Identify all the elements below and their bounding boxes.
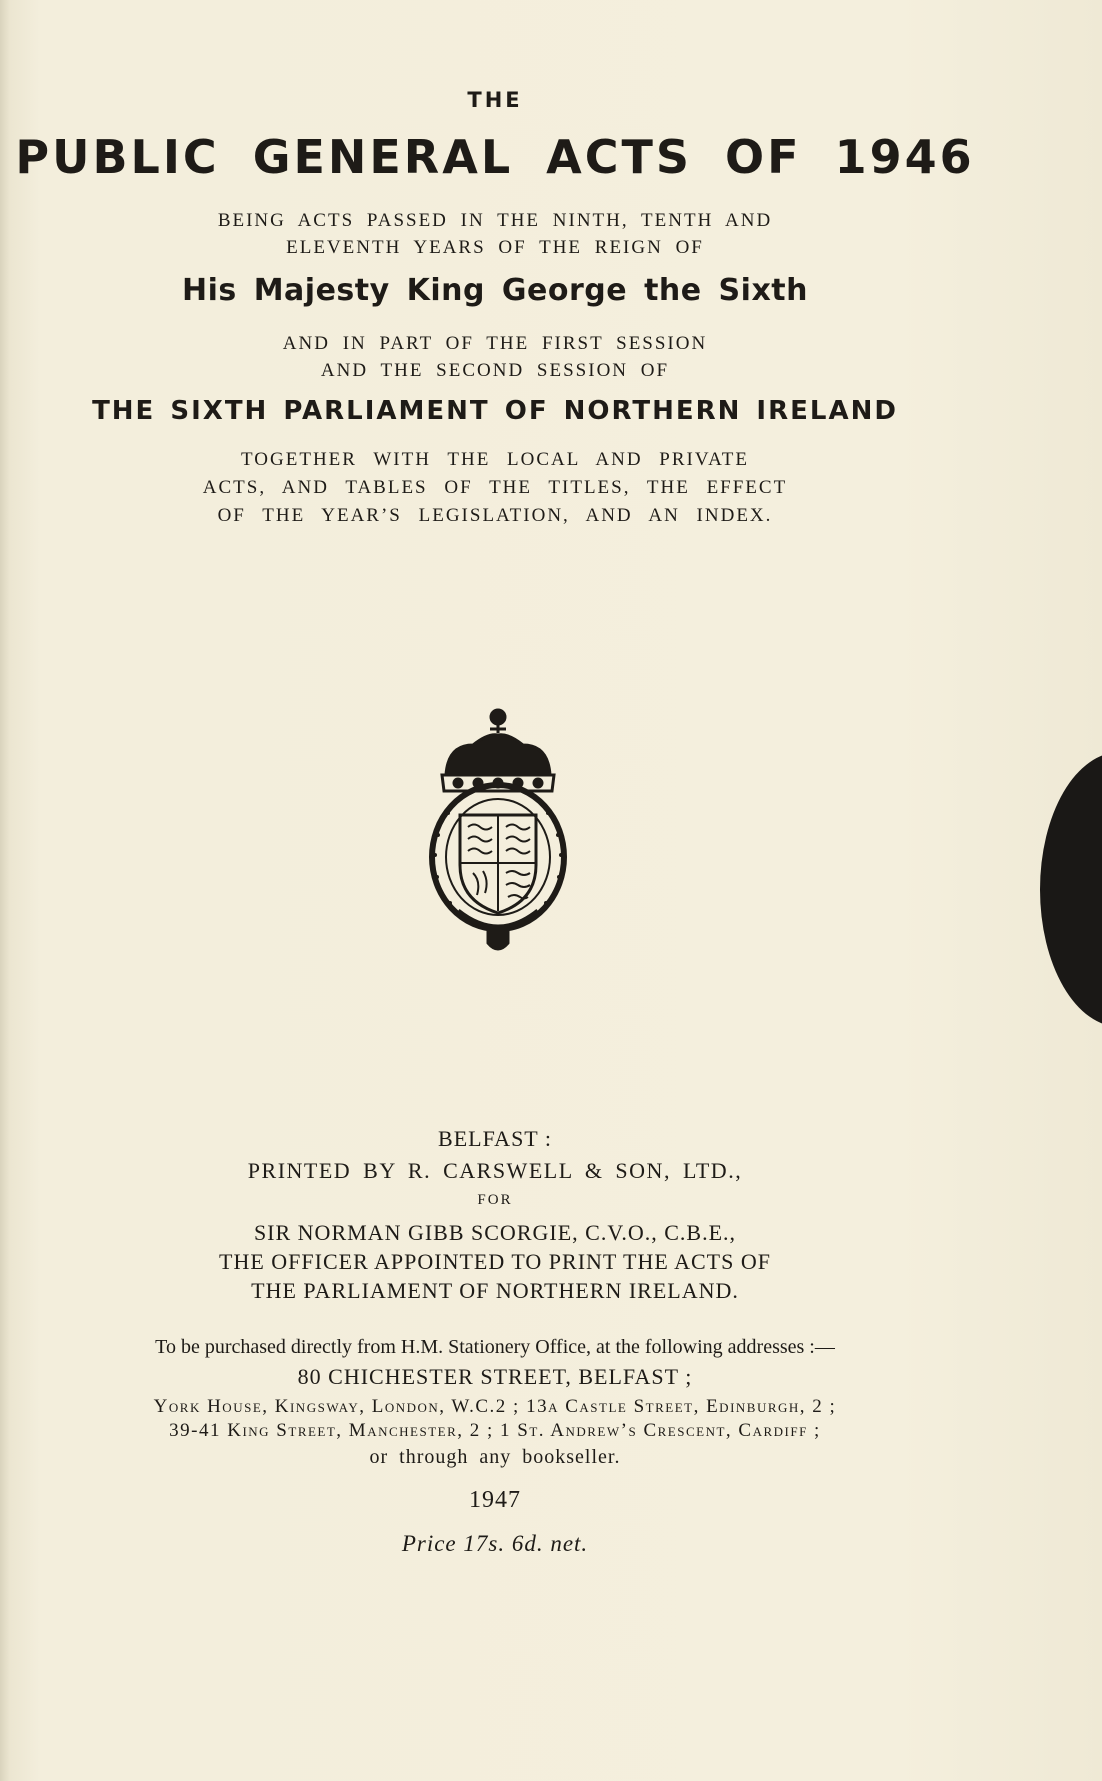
purchase-address-manchester-cardiff: 39-41 King Street, Manchester, 2 ; 1 St. Andrew’s Crescent, Cardiff ;	[169, 1420, 821, 1441]
purchase-addresses	[0, 1395, 990, 1443]
parliament-name: THE SIXTH PARLIAMENT OF NORTHERN IRELAND	[92, 396, 898, 426]
imprint-officer	[0, 1218, 990, 1305]
price: Price 17s. 6d. net.	[401, 1531, 589, 1556]
imprint-officer-name: SIR NORMAN GIBB SCORGIE, C.V.O., C.B.E.,	[253, 1220, 737, 1245]
subtitle-contents	[0, 446, 990, 530]
publication-year: 1947	[469, 1487, 521, 1513]
purchase-info	[0, 1332, 990, 1392]
imprint-officer-role-line-1: THE OFFICER APPOINTED TO PRINT THE ACTS OF	[219, 1249, 771, 1274]
subtitle-reign-line-1: BEING ACTS PASSED IN THE NINTH, TENTH AND	[217, 210, 773, 231]
purchase-bookseller: or through any bookseller.	[369, 1446, 621, 1468]
subtitle-contents-line-2: ACTS, AND TABLES OF THE TITLES, THE EFFECT	[202, 477, 788, 498]
subtitle-session-line-2: AND THE SECOND SESSION OF	[320, 360, 670, 381]
dark-disc-edge	[1040, 752, 1102, 1027]
royal-coat-of-arms-icon	[418, 705, 578, 957]
subtitle-reign	[0, 207, 990, 261]
imprint-officer-role-line-2: THE PARLIAMENT OF NORTHERN IRELAND.	[251, 1278, 739, 1303]
purchase-address-belfast: 80 CHICHESTER STREET, BELFAST ;	[297, 1364, 693, 1389]
subtitle-session-line-1: AND IN PART OF THE FIRST SESSION	[282, 333, 708, 354]
article-the: THE	[467, 88, 523, 112]
subtitle-contents-line-1: TOGETHER WITH THE LOCAL AND PRIVATE	[241, 449, 749, 470]
subtitle-contents-line-3: OF THE YEAR’S LEGISLATION, AND AN INDEX.	[217, 505, 773, 526]
page-title: PUBLIC GENERAL ACTS OF 1946	[15, 130, 975, 184]
king-name: His Majesty King George the Sixth	[182, 273, 808, 308]
subtitle-reign-line-2: ELEVENTH YEARS OF THE REIGN OF	[286, 237, 704, 258]
subtitle-session	[0, 330, 990, 384]
imprint-printer: PRINTED BY R. CARSWELL & SON, LTD.,	[247, 1158, 743, 1183]
imprint-place: BELFAST :	[438, 1126, 552, 1151]
purchase-intro: To be purchased directly from H.M. Stationery Office, at the following addresses :—	[155, 1336, 835, 1358]
imprint-for: FOR	[477, 1192, 513, 1208]
purchase-address-london-edinburgh: York House, Kingsway, London, W.C.2 ; 13a Castle Street, Edinburgh, 2 ;	[153, 1396, 837, 1417]
